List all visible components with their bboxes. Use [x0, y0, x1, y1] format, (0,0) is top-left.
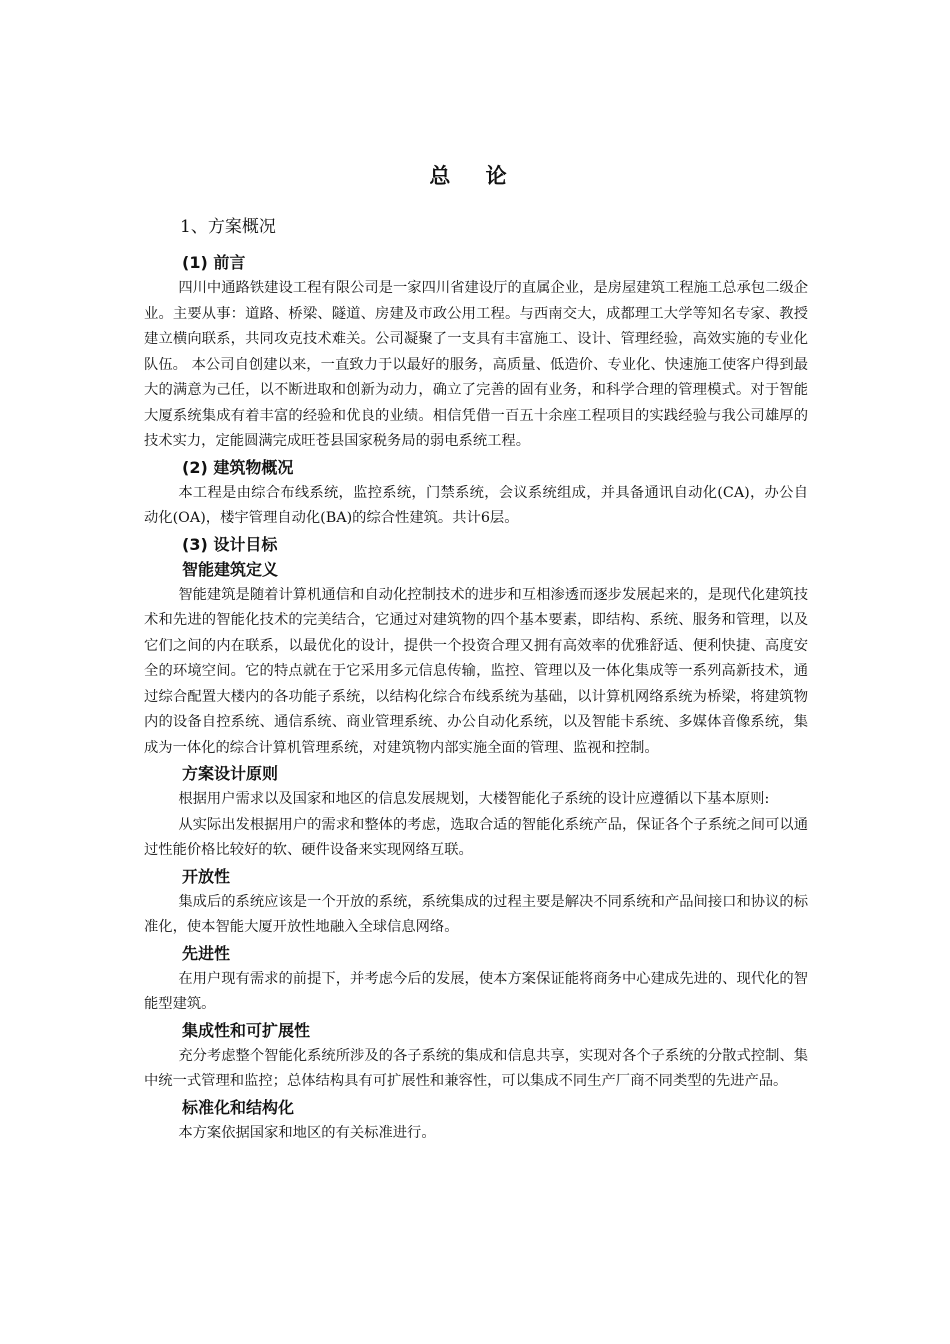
heading-design-principles: 方案设计原则	[182, 764, 279, 783]
heading-building-overview: (2) 建筑物概况	[182, 457, 294, 477]
paragraph-design-principles-2: 从实际出发根据用户的需求和整体的考虑，选取合适的智能化系统产品，保证各个子系统之间可以通过性能价格比较好的软、硬件设备来实现网络互联。	[144, 816, 808, 858]
heading-design-goal: (3) 设计目标	[182, 534, 278, 554]
paragraph-openness: 集成后的系统应该是一个开放的系统，系统集成的过程主要是解决不同系统和产品间接口和协议的标准化，使本智能大厦开放性地融入全球信息网络。	[144, 893, 808, 935]
page-title: 总 论	[429, 164, 521, 188]
paragraph-design-principles-1: 根据用户需求以及国家和地区的信息发展规划，大楼智能化子系统的设计应遵循以下基本原则:	[178, 791, 770, 807]
paragraph-intelligent-building-definition: 智能建筑是随着计算机通信和自动化控制技术的进步和互相渗透而逐步发展起来的，是现代化建筑技术和先进的智能化技术的完美结合，它通过对建筑物的四个基本要素，即结构、系统、服务和管理，以及它们之间的内在联系，以最优化的设计，提供一个投资合理又拥有高效率的优雅舒适、便利快捷、高度安全的环境空间。它的特点就在于它采用多元信息传输，监控、管理以及一体化集成等一系列高新技术，通过综合配置大楼内的各功能子系统，以结构化综合布线系统为基础，以计算机网络系统为桥梁，将建筑物内的设备自控系统、通信系统、商业管理系统、办公自动化系统，以及智能卡系统、多媒体音像系统，集成为一体化的综合计算机管理系统，对建筑物内部实施全面的管理、监视和控制。	[144, 586, 808, 756]
heading-openness: 开放性	[182, 866, 231, 886]
heading-intelligent-building-definition: 智能建筑定义	[182, 559, 279, 579]
heading-advancement: 先进性	[182, 943, 231, 963]
paragraph-standardization-structure: 本方案依据国家和地区的有关标准进行。	[178, 1124, 436, 1141]
paragraph-advancement: 在用户现有需求的前提下，并考虑今后的发展，使本方案保证能将商务中心建成先进的、现代化的智能型建筑。	[144, 970, 808, 1012]
heading-standardization-structure: 标准化和结构化	[182, 1097, 295, 1117]
paragraph-integration-scalability: 充分考虑整个智能化系统所涉及的各子系统的集成和信息共享，实现对各个子系统的分散式控制、集中统一式管理和监控；总体结构具有可扩展性和兼容性，可以集成不同生产厂商不同类型的先进产品。	[144, 1047, 808, 1089]
heading-preface: (1) 前言	[182, 253, 246, 272]
paragraph-building-overview: 本工程是由综合布线系统，监控系统，门禁系统，会议系统组成，并具备通讯自动化(CA)，办公自动化(OA)，楼宇管理自动化(BA)的综合性建筑。共计6层。	[144, 484, 808, 526]
heading-integration-scalability: 集成性和可扩展性	[182, 1020, 311, 1040]
section-heading-overview: 1、方案概况	[180, 217, 276, 237]
document-body	[144, 250, 808, 1146]
paragraph-preface: 四川中通路铁建设工程有限公司是一家四川省建设厅的直属企业，是房屋建筑工程施工总承包二级企业。主要从事：道路、桥梁、隧道、房建及市政公用工程。与西南交大，成都理工大学等知名专家、教授建立横向联系，共同攻克技术难关。公司凝聚了一支具有丰富施工、设计、管理经验，高效实施的专业化队伍。 本公司自创建以来，一直致力于以最好的服务，高质量、低造价、专业化、快速施工使客户得到最大的满意为己任，以不断进取和创新为动力，确立了完善的固有业务，和科学合理的管理模式。对于智能大厦系统集成有着丰富的经验和优良的业绩。相信凭借一百五十余座工程项目的实践经验与我公司雄厚的技术实力，定能圆满完成旺苍县国家税务局的弱电系统工程。	[144, 280, 808, 449]
